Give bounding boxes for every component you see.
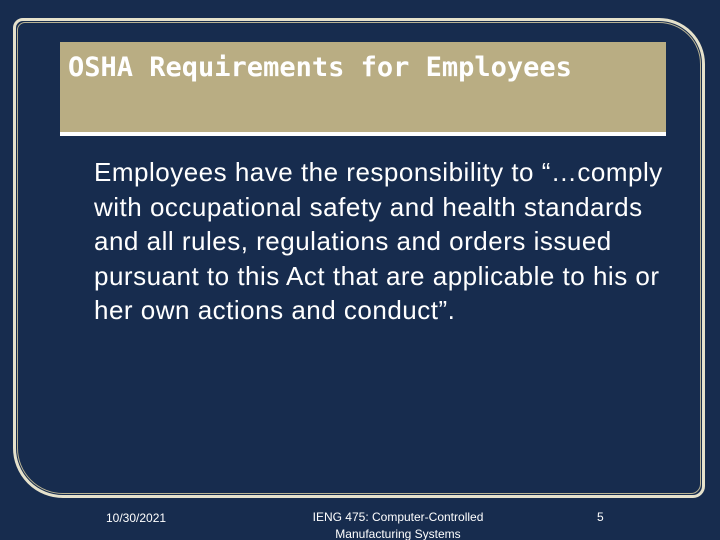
footer-course-title: IENG 475: Computer-Controlled Manufacturing Systems — [312, 510, 484, 540]
slide-body-text: Employees have the responsibility to “…comply with occupational safety and health standards and all rules, regulations and orders issued pursuant to this Act that are applicable to his or her own actions and conduct”. — [94, 157, 663, 325]
footer-date: 10/30/2021 — [106, 511, 167, 525]
footer-page-number: 5 — [597, 510, 604, 524]
slide-title: OSHA Requirements for Employees — [68, 52, 572, 83]
title-banner — [60, 42, 666, 136]
